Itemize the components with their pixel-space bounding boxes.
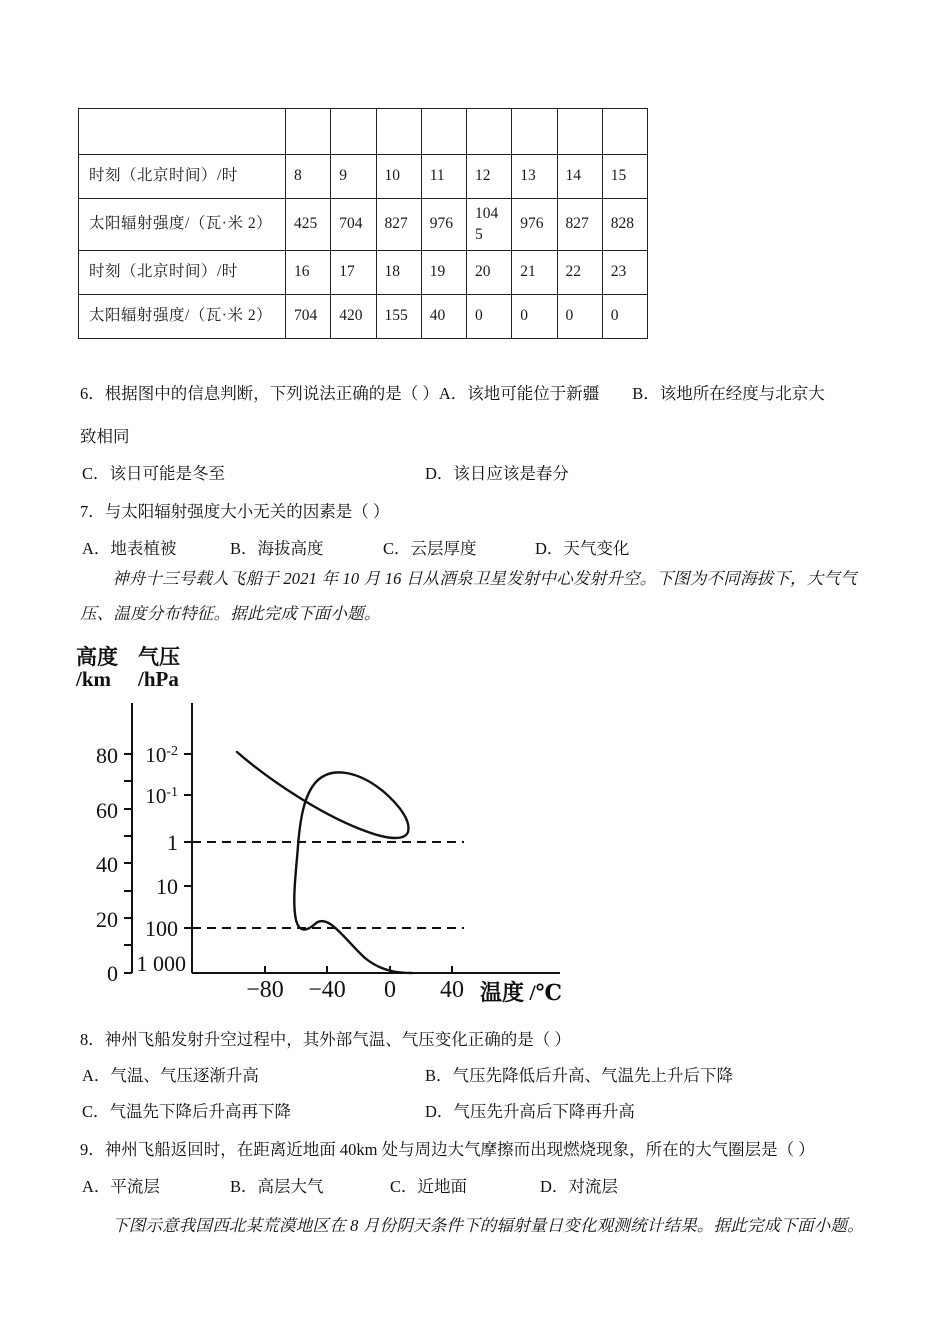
table-cell: 420 bbox=[331, 295, 376, 339]
table-cell-blank-label bbox=[79, 109, 286, 155]
pressure-tick-label-100: 100 bbox=[145, 916, 178, 941]
altitude-tick-label-20: 20 bbox=[96, 907, 118, 932]
table-cell: 13 bbox=[512, 155, 557, 199]
question-7-option-a[interactable]: A．地表植被 bbox=[82, 539, 177, 558]
question-8-option-b[interactable]: B．气压先降低后升高、气温先上升后下降 bbox=[425, 1066, 734, 1085]
altitude-ticks bbox=[96, 743, 132, 986]
table-cell-blank-5 bbox=[467, 109, 512, 155]
table-cell: 828 bbox=[602, 199, 647, 251]
table-cell-blank-3 bbox=[376, 109, 421, 155]
table-row bbox=[79, 199, 648, 251]
temperature-tick-label-minus80: −80 bbox=[246, 977, 284, 1003]
temperature-ticks bbox=[246, 966, 464, 1003]
pressure-tick-label-1000: 1 000 bbox=[136, 951, 186, 976]
chart-svg bbox=[60, 640, 580, 1010]
question-6-stem-line-2: 致相同 bbox=[80, 427, 130, 446]
question-9-option-d[interactable]: D．对流层 bbox=[540, 1177, 618, 1196]
table-row bbox=[79, 155, 648, 199]
question-9-stem: 9．神州飞船返回时，在距离近地面 40km 处与周边大气摩擦而出现燃烧现象，所在的大气圈层是（ ） bbox=[80, 1140, 815, 1159]
table-row-header-blank bbox=[79, 109, 648, 155]
question-8-stem: 8．神州飞船发射升空过程中，其外部气温、气压变化正确的是（ ） bbox=[80, 1030, 571, 1049]
question-8-option-c[interactable]: C．气温先下降后升高再下降 bbox=[82, 1102, 292, 1121]
table-row-label: 太阳辐射强度/（瓦·米 2） bbox=[79, 295, 286, 339]
chart-axis-header-altitude: 高度 bbox=[76, 645, 118, 669]
solar-radiation-table bbox=[78, 108, 648, 339]
table-cell: 827 bbox=[376, 199, 421, 251]
narrative-shenzhou-line-1: 神舟十三号载人飞船于 2021 年 10 月 16 日从酒泉卫星发射中心发射升空。下图为不同海拔下，大气气 bbox=[112, 569, 857, 588]
question-6-option-c[interactable]: C．该日可能是冬至 bbox=[82, 464, 226, 483]
altitude-tick-label-80: 80 bbox=[96, 743, 118, 768]
table-cell: 15 bbox=[602, 155, 647, 199]
table-cell: 40 bbox=[421, 295, 466, 339]
table-cell: 0 bbox=[602, 295, 647, 339]
table-cell-blank-4 bbox=[421, 109, 466, 155]
question-8-option-a[interactable]: A．气温、气压逐渐升高 bbox=[82, 1066, 259, 1085]
table-cell: 827 bbox=[557, 199, 602, 251]
table-cell-blank-8 bbox=[602, 109, 647, 155]
question-6-stem-line-1: 6．根据图中的信息判断，下列说法正确的是（ ）A．该地可能位于新疆 B．该地所在经度与北京大 bbox=[80, 384, 825, 403]
table-cell: 704 bbox=[286, 295, 331, 339]
question-7-option-b[interactable]: B．海拔高度 bbox=[230, 539, 324, 558]
chart-axis-header-altitude-unit: /km bbox=[76, 667, 112, 691]
curve-guide-unused bbox=[237, 752, 407, 839]
table-cell: 10 bbox=[376, 155, 421, 199]
altitude-tick-label-0: 0 bbox=[107, 961, 118, 986]
solar-radiation-table-container bbox=[78, 108, 648, 339]
table-cell: 8 bbox=[286, 155, 331, 199]
question-7-option-c[interactable]: C．云层厚度 bbox=[383, 539, 477, 558]
table-cell: 17 bbox=[331, 251, 376, 295]
table-cell: 20 bbox=[467, 251, 512, 295]
pressure-tick-label-1e-1: $10^{-1}$ bbox=[145, 784, 178, 808]
question-8-option-d[interactable]: D．气压先升高后下降再升高 bbox=[425, 1102, 635, 1121]
temperature-tick-label-minus40: −40 bbox=[308, 977, 346, 1003]
chart-axis-header-pressure-unit: /hPa bbox=[138, 667, 179, 691]
altitude-tick-label-40: 40 bbox=[96, 852, 118, 877]
altitude-tick-label-60: 60 bbox=[96, 798, 118, 823]
table-cell-blank-1 bbox=[286, 109, 331, 155]
chart-xaxis-title: 温度 /℃ bbox=[480, 980, 562, 1005]
question-9-option-b[interactable]: B．高层大气 bbox=[230, 1177, 324, 1196]
table-cell: 1045 bbox=[467, 199, 512, 251]
table-cell: 23 bbox=[602, 251, 647, 295]
table-row bbox=[79, 295, 648, 339]
table-cell: 704 bbox=[331, 199, 376, 251]
temperature-profile-curve bbox=[237, 752, 412, 973]
temperature-tick-label-0: 0 bbox=[384, 977, 396, 1003]
table-cell: 0 bbox=[512, 295, 557, 339]
table-cell: 12 bbox=[467, 155, 512, 199]
curve-guide-unused-2 bbox=[237, 752, 408, 840]
question-7-stem: 7．与太阳辐射强度大小无关的因素是（ ） bbox=[80, 502, 390, 521]
table-row-label: 太阳辐射强度/（瓦·米 2） bbox=[79, 199, 286, 251]
question-9-option-a[interactable]: A．平流层 bbox=[82, 1177, 160, 1196]
pressure-tick-label-1e-2: $10^{-2}$ bbox=[145, 743, 178, 767]
table-cell: 18 bbox=[376, 251, 421, 295]
narrative-shenzhou-line-2: 压、温度分布特征。据此完成下面小题。 bbox=[80, 604, 381, 623]
table-cell: 425 bbox=[286, 199, 331, 251]
table-cell: 22 bbox=[557, 251, 602, 295]
table-cell: 976 bbox=[421, 199, 466, 251]
table-cell-blank-6 bbox=[512, 109, 557, 155]
atmosphere-temperature-pressure-chart bbox=[60, 640, 580, 1010]
table-cell: 14 bbox=[557, 155, 602, 199]
pressure-ticks bbox=[137, 743, 193, 976]
question-9-option-c[interactable]: C．近地面 bbox=[390, 1177, 468, 1196]
pressure-tick-label-1: 1 bbox=[167, 830, 178, 855]
table-cell: 21 bbox=[512, 251, 557, 295]
chart-axis-header-pressure: 气压 bbox=[138, 645, 180, 669]
table-row bbox=[79, 251, 648, 295]
table-cell: 19 bbox=[421, 251, 466, 295]
question-6-option-d[interactable]: D．该日应该是春分 bbox=[425, 464, 569, 483]
table-cell-blank-2 bbox=[331, 109, 376, 155]
table-cell-blank-7 bbox=[557, 109, 602, 155]
table-cell: 16 bbox=[286, 251, 331, 295]
table-cell: 0 bbox=[467, 295, 512, 339]
table-row-label: 时刻（北京时间）/时 bbox=[79, 155, 286, 199]
table-cell: 976 bbox=[512, 199, 557, 251]
table-cell: 155 bbox=[376, 295, 421, 339]
table-cell: 0 bbox=[557, 295, 602, 339]
table-cell: 9 bbox=[331, 155, 376, 199]
question-7-option-d[interactable]: D．天气变化 bbox=[535, 539, 630, 558]
table-row-label: 时刻（北京时间）/时 bbox=[79, 251, 286, 295]
pressure-tick-label-10: 10 bbox=[156, 874, 178, 899]
temperature-tick-label-40: 40 bbox=[440, 977, 464, 1003]
table-cell: 11 bbox=[421, 155, 466, 199]
narrative-desert-radiation-line-1: 下图示意我国西北某荒漠地区在 8 月份阴天条件下的辐射量日变化观测统计结果。据此完成下面小题。 bbox=[112, 1216, 864, 1235]
